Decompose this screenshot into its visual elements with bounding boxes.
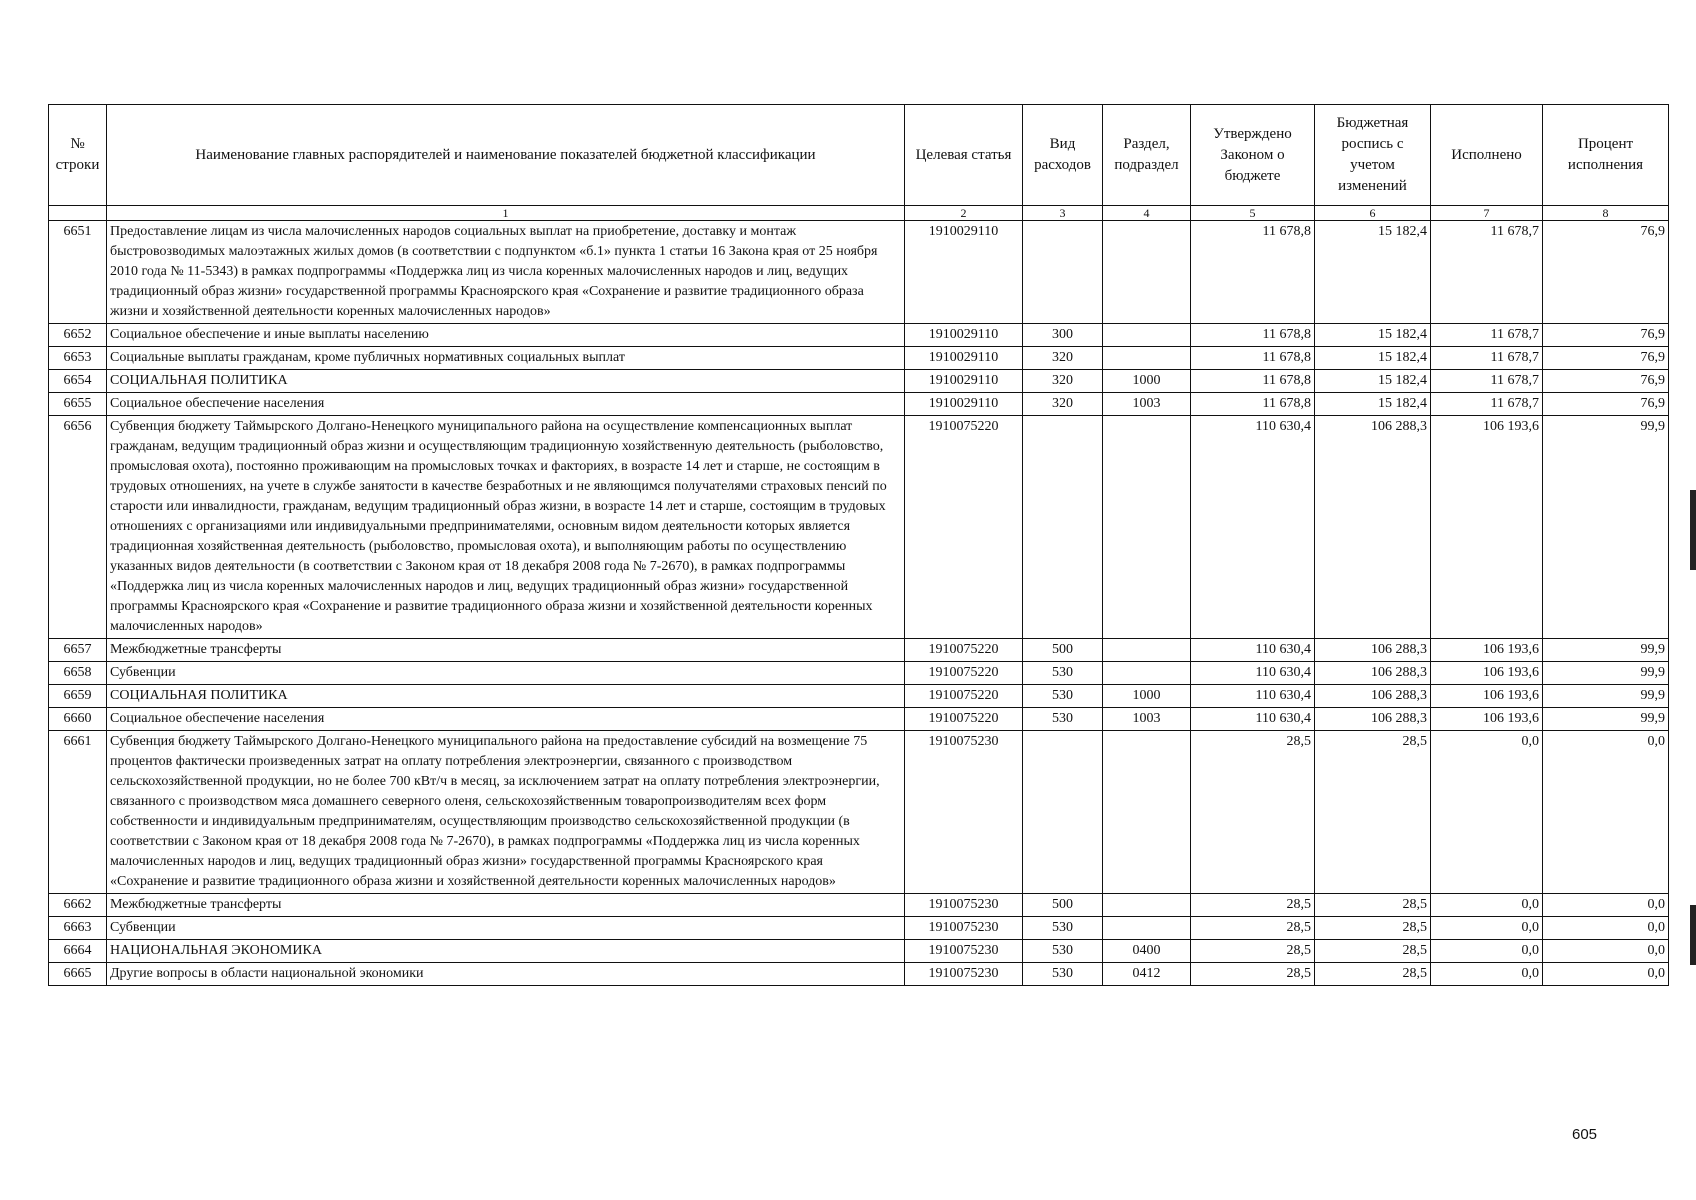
- row-number-cell: 6665: [49, 963, 107, 986]
- budget-schedule-cell: 15 182,4: [1315, 347, 1431, 370]
- percent-cell: 76,9: [1543, 393, 1669, 416]
- table-row: [49, 221, 1669, 324]
- expense-type-cell: 530: [1023, 940, 1103, 963]
- column-number: [49, 206, 107, 221]
- section-cell: [1103, 639, 1191, 662]
- budget-table-sheet: [48, 104, 1668, 986]
- table-row: [49, 731, 1669, 894]
- scan-edge-mark: [1690, 905, 1696, 965]
- budget-schedule-cell: 15 182,4: [1315, 370, 1431, 393]
- scan-edge-mark: [1690, 490, 1696, 570]
- target-article-cell: 1910029110: [905, 347, 1023, 370]
- table-row: [49, 963, 1669, 986]
- table-row: [49, 708, 1669, 731]
- executed-cell: 11 678,7: [1431, 347, 1543, 370]
- table-row: [49, 639, 1669, 662]
- expense-type-cell: 530: [1023, 662, 1103, 685]
- percent-cell: 0,0: [1543, 940, 1669, 963]
- approved-cell: 11 678,8: [1191, 324, 1315, 347]
- expense-type-cell: 530: [1023, 917, 1103, 940]
- section-cell: [1103, 894, 1191, 917]
- column-number: 7: [1431, 206, 1543, 221]
- expense-type-cell: 320: [1023, 370, 1103, 393]
- approved-cell: 11 678,8: [1191, 347, 1315, 370]
- header-executed: Исполнено: [1431, 105, 1543, 206]
- table-body: [49, 221, 1669, 986]
- approved-cell: 110 630,4: [1191, 416, 1315, 639]
- header-expense-type: Вид расходов: [1023, 105, 1103, 206]
- executed-cell: 0,0: [1431, 917, 1543, 940]
- row-number-cell: 6659: [49, 685, 107, 708]
- row-number-cell: 6663: [49, 917, 107, 940]
- section-cell: 0400: [1103, 940, 1191, 963]
- header-row-number: № строки: [49, 105, 107, 206]
- column-number: 2: [905, 206, 1023, 221]
- executed-cell: 0,0: [1431, 940, 1543, 963]
- executed-cell: 106 193,6: [1431, 662, 1543, 685]
- row-name-cell: Субвенции: [107, 662, 905, 685]
- executed-cell: 11 678,7: [1431, 370, 1543, 393]
- row-number-cell: 6664: [49, 940, 107, 963]
- page-number: 605: [1572, 1126, 1598, 1143]
- row-name-cell: Социальное обеспечение и иные выплаты населению: [107, 324, 905, 347]
- percent-cell: 0,0: [1543, 917, 1669, 940]
- expense-type-cell: 500: [1023, 894, 1103, 917]
- target-article-cell: 1910075220: [905, 685, 1023, 708]
- target-article-cell: 1910075230: [905, 894, 1023, 917]
- row-name-cell: Субвенция бюджету Таймырского Долгано-Ненецкого муниципального района на осуществление компенсационных выплат гражданам, ведущим традиционный образ жизни и осуществляющим традиционную хозяйственную деятельность (рыболовство, промысловая охота), постоянно проживающим на промысловых точках и факториях, в возрасте 14 лет и старше, не состоящим в трудовых отношениях, на учете в службе занятости в качестве безработных и не являющимся получателями страховых пенсий по старости или инвалидности, гражданам, ведущим традиционный образ жизни, в возрасте 14 лет и старше, состоящим в трудовых отношениях с организациями или индивидуальными предпринимателями, основным видом деятельности которых является традиционная хозяйственная деятельность (рыболовство, промысловая охота), и выполняющим работы по осуществлению указанных видов деятельности (в соответствии с Законом края от 18 декабря 2008 года № 7-2670), в рамках подпрограммы «Поддержка лиц из числа коренных малочисленных народов и лиц, ведущих традиционный образ жизни» государственной программы Красноярского края «Сохранение и развитие традиционного образа жизни и хозяйственной деятельности коренных малочисленных народов»: [107, 416, 905, 639]
- row-name-cell: Социальные выплаты гражданам, кроме публичных нормативных социальных выплат: [107, 347, 905, 370]
- budget-schedule-cell: 106 288,3: [1315, 416, 1431, 639]
- column-number: 3: [1023, 206, 1103, 221]
- row-number-cell: 6658: [49, 662, 107, 685]
- executed-cell: 106 193,6: [1431, 639, 1543, 662]
- target-article-cell: 1910075220: [905, 662, 1023, 685]
- row-number-cell: 6654: [49, 370, 107, 393]
- section-cell: [1103, 324, 1191, 347]
- row-name-cell: Межбюджетные трансферты: [107, 894, 905, 917]
- table-row: [49, 416, 1669, 639]
- expense-type-cell: 320: [1023, 347, 1103, 370]
- table-row: [49, 940, 1669, 963]
- table-row: [49, 662, 1669, 685]
- percent-cell: 99,9: [1543, 416, 1669, 639]
- column-number: 8: [1543, 206, 1669, 221]
- expense-type-cell: 530: [1023, 963, 1103, 986]
- approved-cell: 28,5: [1191, 917, 1315, 940]
- target-article-cell: 1910075230: [905, 917, 1023, 940]
- budget-table: [48, 104, 1669, 986]
- target-article-cell: 1910075220: [905, 416, 1023, 639]
- expense-type-cell: 320: [1023, 393, 1103, 416]
- table-row: [49, 894, 1669, 917]
- row-name-cell: Предоставление лицам из числа малочисленных народов социальных выплат на приобретение, доставку и монтаж быстровозводимых малоэтажных жилых домов (в соответствии с подпунктом «б.1» пункта 1 статьи 16 Закона края от 25 ноября 2010 года № 11-5343) в рамках подпрограммы «Поддержка лиц из числа коренных малочисленных народов и лиц, ведущих традиционный образ жизни» государственной программы Красноярского края «Сохранение и развитие традиционного образа жизни и хозяйственной деятельности коренных малочисленных народов»: [107, 221, 905, 324]
- table-row: [49, 324, 1669, 347]
- target-article-cell: 1910075230: [905, 963, 1023, 986]
- column-number: 4: [1103, 206, 1191, 221]
- approved-cell: 110 630,4: [1191, 639, 1315, 662]
- row-number-cell: 6652: [49, 324, 107, 347]
- executed-cell: 106 193,6: [1431, 416, 1543, 639]
- row-name-cell: Другие вопросы в области национальной экономики: [107, 963, 905, 986]
- table-row: [49, 370, 1669, 393]
- percent-cell: 99,9: [1543, 639, 1669, 662]
- table-row: [49, 347, 1669, 370]
- approved-cell: 110 630,4: [1191, 685, 1315, 708]
- section-cell: [1103, 347, 1191, 370]
- approved-cell: 11 678,8: [1191, 221, 1315, 324]
- approved-cell: 28,5: [1191, 940, 1315, 963]
- target-article-cell: 1910029110: [905, 221, 1023, 324]
- expense-type-cell: 300: [1023, 324, 1103, 347]
- expense-type-cell: [1023, 731, 1103, 894]
- budget-schedule-cell: 106 288,3: [1315, 662, 1431, 685]
- percent-cell: 76,9: [1543, 221, 1669, 324]
- approved-cell: 28,5: [1191, 894, 1315, 917]
- row-number-cell: 6661: [49, 731, 107, 894]
- approved-cell: 28,5: [1191, 731, 1315, 894]
- section-cell: 0412: [1103, 963, 1191, 986]
- table-row: [49, 685, 1669, 708]
- approved-cell: 110 630,4: [1191, 708, 1315, 731]
- percent-cell: 99,9: [1543, 662, 1669, 685]
- target-article-cell: 1910075230: [905, 940, 1023, 963]
- header-approved: Утверждено Законом о бюджете: [1191, 105, 1315, 206]
- target-article-cell: 1910075230: [905, 731, 1023, 894]
- executed-cell: 106 193,6: [1431, 708, 1543, 731]
- executed-cell: 11 678,7: [1431, 221, 1543, 324]
- target-article-cell: 1910029110: [905, 370, 1023, 393]
- budget-schedule-cell: 28,5: [1315, 917, 1431, 940]
- row-name-cell: Межбюджетные трансферты: [107, 639, 905, 662]
- percent-cell: 76,9: [1543, 324, 1669, 347]
- section-cell: [1103, 917, 1191, 940]
- section-cell: [1103, 731, 1191, 894]
- expense-type-cell: 530: [1023, 708, 1103, 731]
- executed-cell: 106 193,6: [1431, 685, 1543, 708]
- percent-cell: 76,9: [1543, 347, 1669, 370]
- approved-cell: 110 630,4: [1191, 662, 1315, 685]
- budget-schedule-cell: 28,5: [1315, 894, 1431, 917]
- row-number-cell: 6655: [49, 393, 107, 416]
- budget-schedule-cell: 106 288,3: [1315, 685, 1431, 708]
- row-number-cell: 6653: [49, 347, 107, 370]
- section-cell: [1103, 662, 1191, 685]
- percent-cell: 0,0: [1543, 731, 1669, 894]
- header-percent: Процент исполнения: [1543, 105, 1669, 206]
- expense-type-cell: 530: [1023, 685, 1103, 708]
- executed-cell: 0,0: [1431, 894, 1543, 917]
- header-target-article: Целевая статья: [905, 105, 1023, 206]
- percent-cell: 99,9: [1543, 708, 1669, 731]
- executed-cell: 0,0: [1431, 963, 1543, 986]
- row-name-cell: СОЦИАЛЬНАЯ ПОЛИТИКА: [107, 370, 905, 393]
- expense-type-cell: [1023, 221, 1103, 324]
- row-number-cell: 6660: [49, 708, 107, 731]
- percent-cell: 99,9: [1543, 685, 1669, 708]
- percent-cell: 76,9: [1543, 370, 1669, 393]
- budget-schedule-cell: 15 182,4: [1315, 393, 1431, 416]
- section-cell: 1003: [1103, 393, 1191, 416]
- row-name-cell: Субвенция бюджету Таймырского Долгано-Ненецкого муниципального района на предоставление субсидий на возмещение 75 процентов фактически произведенных затрат на оплату потребления электроэнергии, связанного с производством сельскохозяйственной продукции, но не более 700 кВт/ч в месяц, за исключением затрат на оплату потребления электроэнергии, связанного с производством мяса домашнего северного оленя, сельскохозяйственным товаропроизводителям всех форм собственности и индивидуальным предпринимателям, осуществляющим производство сельскохозяйственной продукции (в соответствии с Законом края от 18 декабря 2008 года № 7-2670), в рамках подпрограммы «Поддержка лиц из числа коренных малочисленных народов и лиц, ведущих традиционный образ жизни» государственной программы Красноярского края «Сохранение и развитие традиционного образа жизни и хозяйственной деятельности коренных малочисленных народов»: [107, 731, 905, 894]
- column-number: 6: [1315, 206, 1431, 221]
- budget-schedule-cell: 28,5: [1315, 731, 1431, 894]
- table-row: [49, 917, 1669, 940]
- section-cell: 1000: [1103, 685, 1191, 708]
- row-name-cell: СОЦИАЛЬНАЯ ПОЛИТИКА: [107, 685, 905, 708]
- row-name-cell: Социальное обеспечение населения: [107, 393, 905, 416]
- row-number-cell: 6651: [49, 221, 107, 324]
- row-number-cell: 6662: [49, 894, 107, 917]
- row-name-cell: НАЦИОНАЛЬНАЯ ЭКОНОМИКА: [107, 940, 905, 963]
- row-name-cell: Социальное обеспечение населения: [107, 708, 905, 731]
- section-cell: 1003: [1103, 708, 1191, 731]
- column-number: 5: [1191, 206, 1315, 221]
- executed-cell: 11 678,7: [1431, 393, 1543, 416]
- section-cell: 1000: [1103, 370, 1191, 393]
- section-cell: [1103, 221, 1191, 324]
- header-row: [49, 105, 1669, 206]
- budget-schedule-cell: 15 182,4: [1315, 324, 1431, 347]
- table-row: [49, 393, 1669, 416]
- column-number: 1: [107, 206, 905, 221]
- target-article-cell: 1910075220: [905, 639, 1023, 662]
- budget-schedule-cell: 28,5: [1315, 940, 1431, 963]
- header-section: Раздел, подраздел: [1103, 105, 1191, 206]
- budget-schedule-cell: 15 182,4: [1315, 221, 1431, 324]
- budget-schedule-cell: 106 288,3: [1315, 639, 1431, 662]
- budget-schedule-cell: 28,5: [1315, 963, 1431, 986]
- approved-cell: 11 678,8: [1191, 393, 1315, 416]
- percent-cell: 0,0: [1543, 963, 1669, 986]
- executed-cell: 11 678,7: [1431, 324, 1543, 347]
- row-name-cell: Субвенции: [107, 917, 905, 940]
- approved-cell: 28,5: [1191, 963, 1315, 986]
- row-number-cell: 6656: [49, 416, 107, 639]
- target-article-cell: 1910029110: [905, 393, 1023, 416]
- target-article-cell: 1910029110: [905, 324, 1023, 347]
- row-number-cell: 6657: [49, 639, 107, 662]
- budget-schedule-cell: 106 288,3: [1315, 708, 1431, 731]
- header-budget-schedule: Бюджетная роспись с учетом изменений: [1315, 105, 1431, 206]
- approved-cell: 11 678,8: [1191, 370, 1315, 393]
- header-name: Наименование главных распорядителей и наименование показателей бюджетной классификации: [107, 105, 905, 206]
- percent-cell: 0,0: [1543, 894, 1669, 917]
- expense-type-cell: 500: [1023, 639, 1103, 662]
- expense-type-cell: [1023, 416, 1103, 639]
- column-number-row: [49, 206, 1669, 221]
- section-cell: [1103, 416, 1191, 639]
- executed-cell: 0,0: [1431, 731, 1543, 894]
- target-article-cell: 1910075220: [905, 708, 1023, 731]
